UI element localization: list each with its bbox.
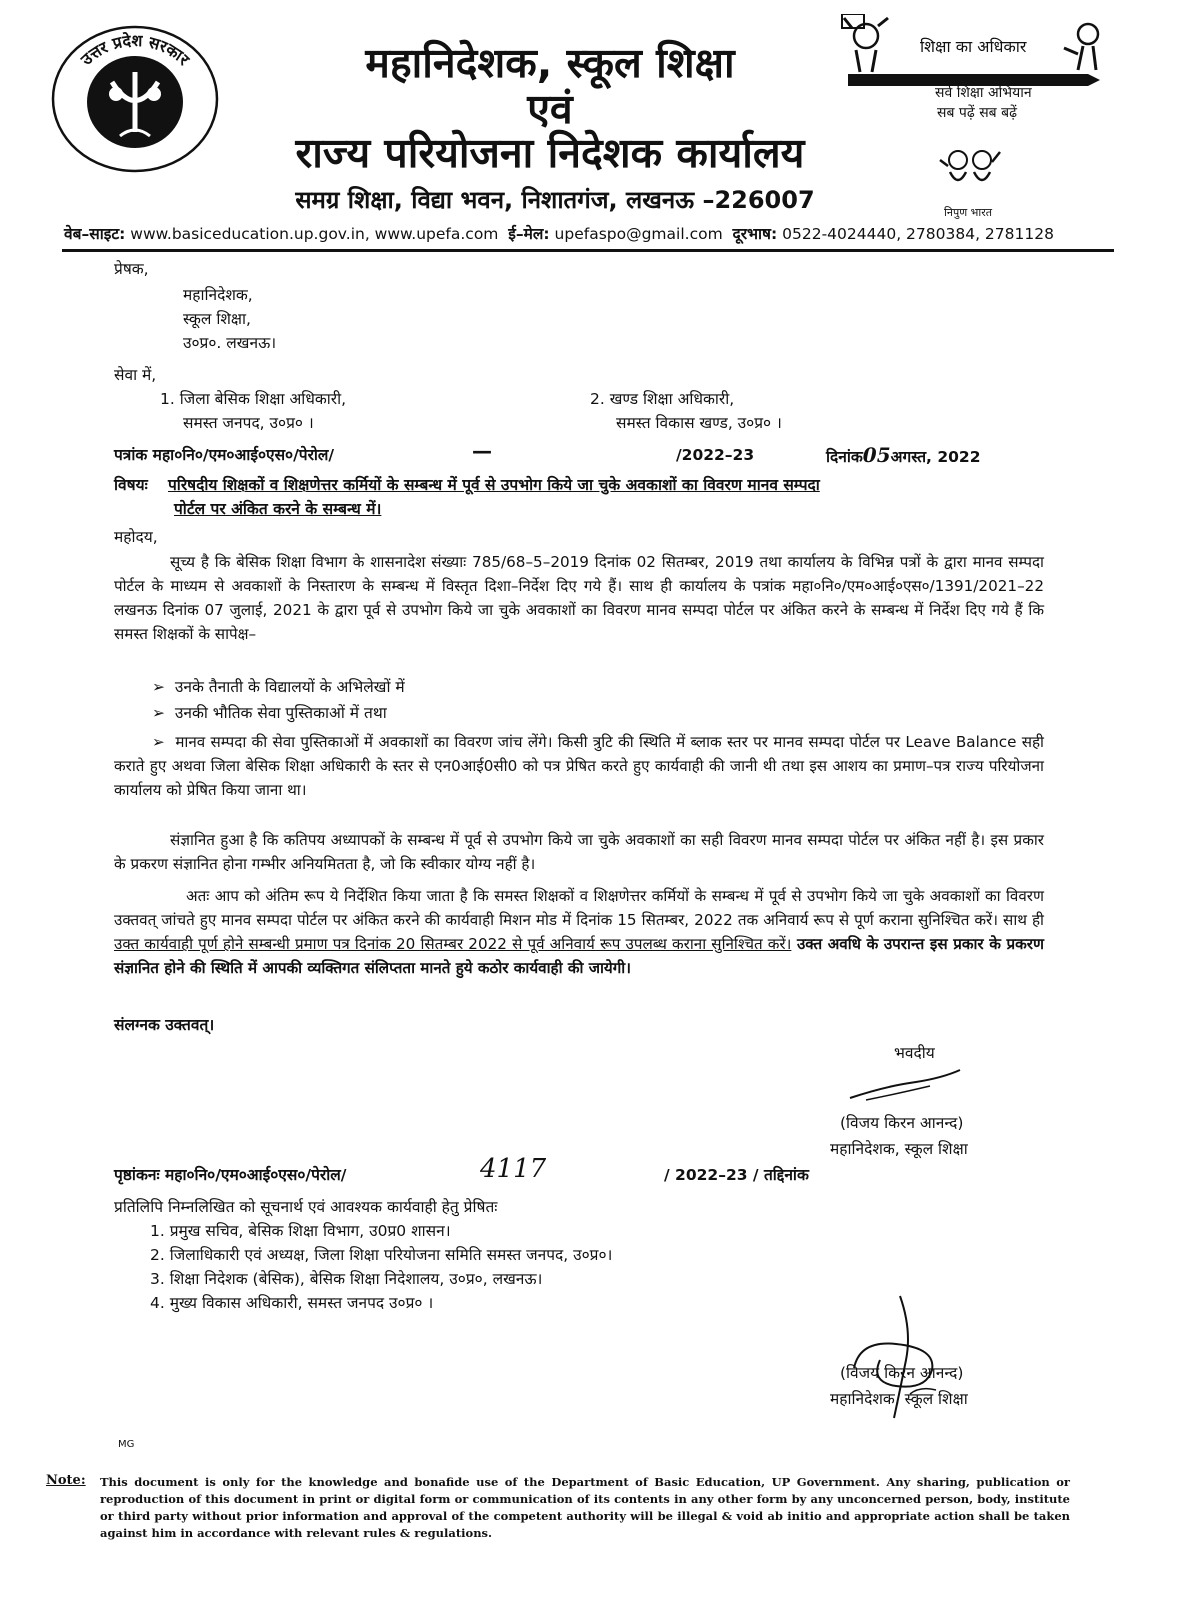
- signatory-name-1: (विजय किरन आनन्द): [840, 1114, 964, 1132]
- letter-number-blank: —: [472, 439, 492, 463]
- emblem-text: उत्तर प्रदेश सरकार: [76, 30, 194, 69]
- letter-year: /2022–23: [676, 446, 755, 464]
- signature-1: [846, 1064, 966, 1104]
- subject-line1: परिषदीय शिक्षकों व शिक्षणेत्तर कर्मियों के सम्बन्ध में पूर्व से उपभोग किये जा चुके अवकाशों का विवरण मानव सम्पदा: [168, 476, 820, 494]
- subject-label: विषयः: [114, 476, 148, 494]
- date-handwritten: 05: [862, 443, 891, 467]
- rte-badge-text: शिक्षा का अधिकार: [920, 37, 1027, 56]
- website-links[interactable]: www.basiceducation.up.gov.in, www.upefa.com: [130, 225, 499, 243]
- sender-line3: उ०प्र०. लखनऊ।: [183, 334, 277, 352]
- subject-line2: पोर्टल पर अंकित करने के सम्बन्ध में।: [174, 500, 382, 518]
- recipient1-line1: 1. जिला बेसिक शिक्षा अधिकारी,: [160, 390, 347, 408]
- web-label: वेब–साइट:: [64, 225, 126, 243]
- p3-text-bold: उक्त अवधि के उपरान्त इस प्रकार के प्रकरण संज्ञानित होने की स्थिति में आपकी व्यक्तिगत संलिप्तता मानते हुये कठोर कार्यवाही की जायेगी।: [114, 935, 1044, 977]
- email-label: ई–मेल:: [508, 225, 550, 243]
- copy-item-1: 1. प्रमुख सचिव, बेसिक शिक्षा विभाग, उ0प्र0 शासन।: [150, 1222, 451, 1240]
- office-title-line2: एवं: [527, 85, 573, 133]
- p3-text-a: अतः आप को अंतिम रूप ये निर्देशित किया जाता है कि समस्त शिक्षकों व शिक्षणेत्तर कर्मियों के सम्बन्ध में पूर्व से उपभोग किये जा चुके अवकाशों का विवरण उक्तवत् जांचते हुए मानव सम्पदा पोर्टल पर अंकित करने की कार्यवाही मिशन मोड में दिनांक 15 सितम्बर, 2022 तक अनिवार्य रूप से पूर्ण कराना सुनिश्चित करें। साथ ही: [114, 887, 1044, 929]
- bullet-1-text: उनके तैनाती के विद्यालयों के अभिलेखों में: [174, 678, 405, 696]
- office-title-line3: राज्य परियोजना निदेशक कार्यालय: [295, 129, 805, 177]
- enclosure: संलग्नक उक्तवत्।: [114, 1016, 215, 1034]
- up-govt-emblem: [50, 24, 220, 174]
- copy-item-2: 2. जिलाधिकारी एवं अध्यक्ष, जिला शिक्षा परियोजना समिति समस्त जनपद, उ०प्र०।: [150, 1246, 613, 1264]
- endorsement-year: / 2022–23 / तद्दिनांक: [664, 1166, 809, 1184]
- sender-label: प्रेषक,: [114, 260, 149, 278]
- letter-date: [826, 444, 980, 468]
- phone-label: दूरभाष:: [732, 225, 778, 243]
- recipient2-line2: समस्त विकास खण्ड, उ०प्र० ।: [616, 414, 782, 432]
- ssa-name: सर्व शिक्षा अभियान: [935, 85, 1032, 101]
- nipun-bharat-logo: [930, 140, 1010, 196]
- body-paragraph-2: संज्ञानित हुआ है कि कतिपय अध्यापकों के सम्बन्ध में पूर्व से उपभोग किये जा चुके अवकाशों का सही विवरण मानव सम्पदा पोर्टल पर अंकित नहीं है। इस प्रकार के प्रकरण संज्ञानित होना गम्भीर अनियमितता है, जो कि स्वीकार योग्य नहीं है।: [114, 831, 1044, 873]
- closing: भवदीय: [894, 1044, 935, 1062]
- copy-item-3: 3. शिक्षा निदेशक (बेसिक), बेसिक शिक्षा निदेशालय, उ०प्र०, लखनऊ।: [150, 1270, 543, 1288]
- date-label: दिनांक: [826, 448, 863, 466]
- p3-text-underlined: उक्त कार्यवाही पूर्ण होने सम्बन्धी प्रमाण पत्र दिनांक 20 सितम्बर 2022 से पूर्व अनिवार्य रूप उपलब्ध कराना सुनिश्चित करें।: [114, 935, 792, 953]
- body-paragraph-1: सूच्य है कि बेसिक शिक्षा विभाग के शासनादेश संख्याः 785/68–5–2019 दिनांक 02 सितम्बर, 2019 तथा कार्यालय के विभिन्न पत्रों के द्वारा मानव सम्पदा पोर्टल के माध्यम से अवकाशों के निस्तारण के सम्बन्ध में विस्तृत दिशा–निर्देश दिए गये हैं। साथ ही कार्यालय के पत्रांक महा०नि०/एम०आई०एस०/1391/2021–22 लखनऊ दिनांक 07 जुलाई, 2021 के द्वारा पूर्व से उपभोग किये जा चुके अवकाशों का विवरण मानव सम्पदा पोर्टल पर अंकित करने के सम्बन्ध में निर्देश दिए गये हैं कि समस्त शिक्षकों के सापेक्ष–: [114, 553, 1044, 643]
- endorsement-number: पृष्ठांकनः महा०नि०/एम०आई०एस०/पेरोल/: [114, 1166, 347, 1184]
- header-divider: [62, 249, 1114, 252]
- date-month-year: अगस्त, 2022: [890, 448, 981, 466]
- copy-intro: प्रतिलिपि निम्नलिखित को सूचनार्थ एवं आवश्यक कार्यवाही हेतु प्रेषितः: [114, 1198, 498, 1216]
- copy-item-4: 4. मुख्य विकास अधिकारी, समस्त जनपद उ०प्र० ।: [150, 1294, 434, 1312]
- recipient1-line2: समस्त जनपद, उ०प्र० ।: [183, 414, 314, 432]
- ssa-slogan: सब पढ़ें सब बढ़ें: [937, 105, 1017, 121]
- recipient2-line1: 2. खण्ड शिक्षा अधिकारी,: [590, 390, 735, 408]
- signatory-designation-1: महानिदेशक, स्कूल शिक्षा: [830, 1140, 968, 1158]
- bullet-2: ➢ उनकी भौतिक सेवा पुस्तिकाओं में तथा: [152, 704, 387, 722]
- signatory-designation-2: महानिदेशक, स्कूल शिक्षा: [830, 1390, 968, 1408]
- footer-note-text: This document is only for the knowledge and bonafide use of the Department of Basic Education, UP Government. Any sharing, publication or reproduction of this document in print or digital form or communication of its contents in any other form by any unconcerned person, body, institute or third party without prior information and approval of the competent authority will be illegal & void ab initio and appropriate action shall be taken against him in accordance with relevant rules & regulations.: [100, 1475, 1070, 1540]
- recipients-label: सेवा में,: [114, 366, 157, 384]
- email-address[interactable]: upefaspo@gmail.com: [554, 225, 723, 243]
- sender-line2: स्कूल शिक्षा,: [183, 310, 251, 328]
- bullet-3: ➢ मानव सम्पदा की सेवा पुस्तिकाओं में अवकाशों का विवरण जांच लेंगे। किसी त्रुटि की स्थिति में ब्लाक स्तर पर मानव सम्पदा पोर्टल पर Leave Balance सही कराते हुए अथवा जिला बेसिक शिक्षा अधिकारी के स्तर से एन0आई0सी0 को पत्र प्रेषित करते हुए कार्यवाही की जानी थी तथा इस आशय का प्रमाण–पत्र राज्य परियोजना कार्यालय को प्रेषित किया जाना था।: [114, 733, 1044, 799]
- letter-number: पत्रांक महा०नि०/एम०आई०एस०/पेरोल/: [114, 446, 335, 464]
- bullet-2-text: उनकी भौतिक सेवा पुस्तिकाओं में तथा: [174, 704, 387, 722]
- bullet-3-text: मानव सम्पदा की सेवा पुस्तिकाओं में अवकाशों का विवरण जांच लेंगे। किसी त्रुटि की स्थिति में ब्लाक स्तर पर मानव सम्पदा पोर्टल पर Leave Balance सही कराते हुए अथवा जिला बेसिक शिक्षा अधिकारी के स्तर से एन0आई0सी0 को पत्र प्रेषित करते हुए कार्यवाही की जानी थी तथा इस आशय का प्रमाण–पत्र राज्य परियोजना कार्यालय को प्रेषित किया जाना था।: [114, 733, 1044, 799]
- typist-initials: MG: [118, 1439, 135, 1450]
- signatory-name-2: (विजय किरन आनन्द): [840, 1364, 964, 1382]
- footer-note-label: Note:: [46, 1473, 86, 1488]
- bullet-1: ➢ उनके तैनाती के विद्यालयों के अभिलेखों में: [152, 678, 405, 696]
- office-title-line1: महानिदेशक, स्कूल शिक्षा: [365, 39, 735, 87]
- salutation: महोदय,: [114, 528, 158, 546]
- nipun-bharat-text: निपुण भारत: [944, 206, 993, 219]
- office-address: समग्र शिक्षा, विद्या भवन, निशातगंज, लखनऊ –226007: [295, 186, 815, 214]
- phone-numbers: 0522-4024440, 2780384, 2781128: [782, 225, 1054, 243]
- sender-line1: महानिदेशक,: [183, 286, 253, 304]
- contact-line: [64, 222, 1054, 244]
- body-paragraph-3: [114, 884, 1044, 980]
- endorsement-handwritten-number: 4117: [480, 1154, 547, 1184]
